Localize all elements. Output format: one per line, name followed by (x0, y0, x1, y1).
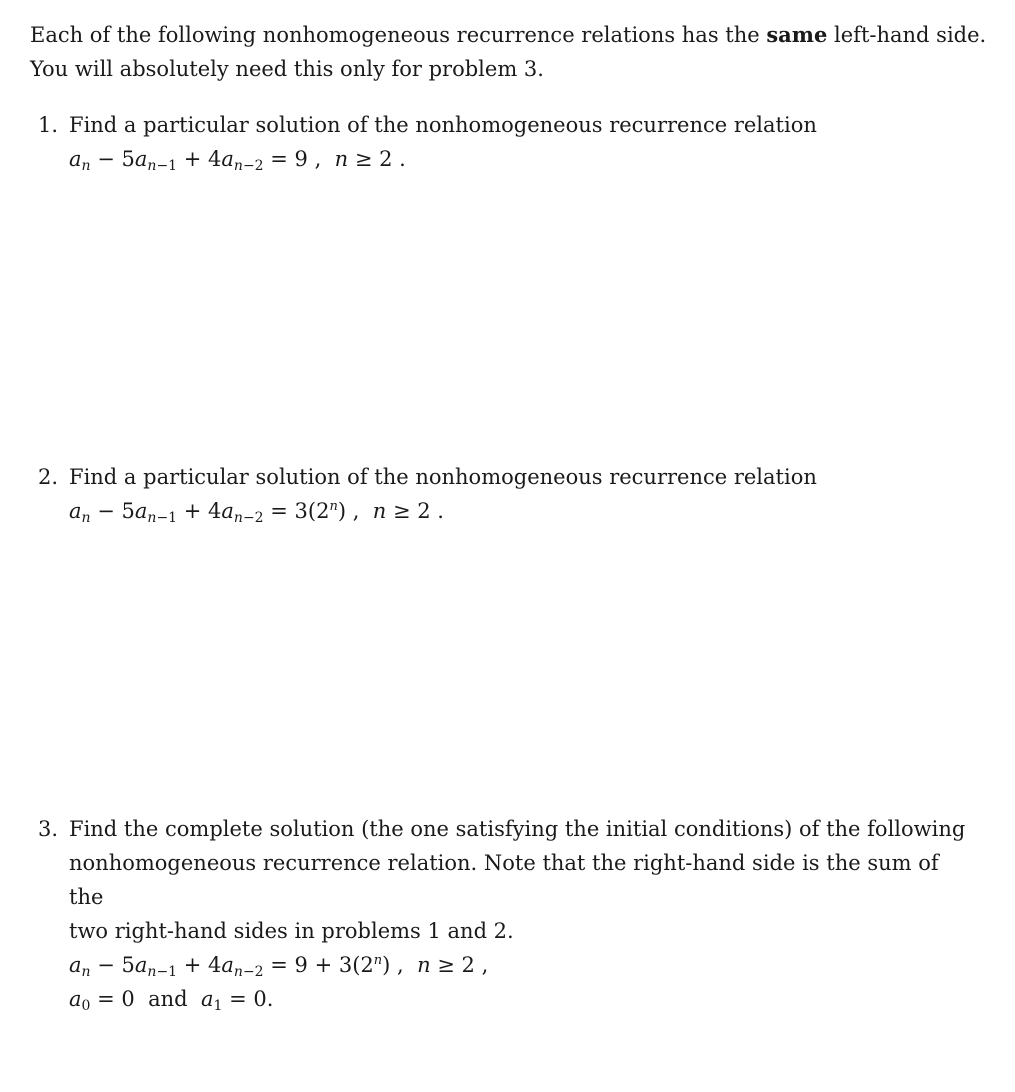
problem-3-number: 3. (38, 817, 59, 841)
problem-2 (38, 460, 978, 528)
problem-2-equation: $a_n - 5a_{n-1} + 4a_{n-2} = 3(2^n)$ , n ≥ 2 . (69, 499, 444, 526)
problem-2-text: Find a particular solution of the nonhomogeneous recurrence relation (69, 465, 817, 489)
problem-1 (38, 108, 978, 176)
problem-3-text-line-2: nonhomogeneous recurrence relation. Note that the right-hand side is the sum of the (69, 851, 939, 909)
intro-text-1: Each of the following nonhomogeneous recurrence relations has the (30, 23, 767, 47)
problem-3-text-line-1: Find the complete solution (the one satisfying the initial conditions) of the following (69, 817, 966, 841)
initial-conditions-conjunction: and (148, 987, 188, 1011)
problem-1-equation: $a_n - 5a_{n-1} + 4a_{n-2} = 9$ , n ≥ 2 . (69, 147, 406, 174)
intro-paragraph (30, 18, 990, 86)
problem-2-rhs: 3(2 (294, 499, 330, 523)
problem-3-initial-conditions: $a_0 = 0$ and $a_1 = 0$. (69, 987, 274, 1014)
intro-line-2: You will absolutely need this only for problem 3. (30, 57, 544, 81)
problem-1-statement (38, 108, 978, 142)
intro-line-1 (30, 18, 990, 52)
problem-3-rhs: 9 + 3(2 (294, 953, 374, 977)
intro-bold-word: same (766, 22, 828, 47)
intro-text-2: left-hand side. (827, 23, 987, 47)
problem-3-statement (38, 812, 978, 846)
problem-3-equation: $a_n - 5a_{n-1} + 4a_{n-2} = 9 + 3(2^n)$ , n ≥ 2 , (69, 953, 489, 980)
problem-3-text-line-3: two right-hand sides in problems 1 and 2. (69, 919, 514, 943)
problem-2-number: 2. (38, 465, 59, 489)
problem-1-number: 1. (38, 113, 59, 137)
problem-1-text: Find a particular solution of the nonhomogeneous recurrence relation (69, 113, 817, 137)
problem-2-statement (38, 460, 978, 494)
problem-3 (38, 812, 978, 1016)
problem-1-rhs: 9 (294, 147, 308, 171)
